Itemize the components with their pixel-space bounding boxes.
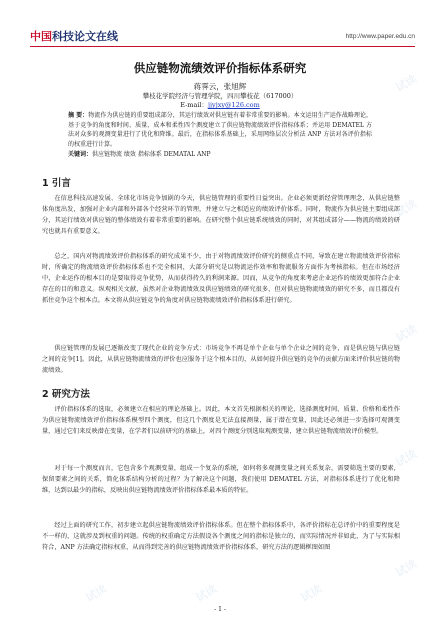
author-email-line [0, 100, 440, 109]
paper-title: 供应链物流绩效评价指标体系研究 [133, 61, 307, 75]
paragraph: 总之，国内对物流绩效评价指标体系的研究成果不少，由于对物流绩效评价研究的侧重点不同，导致在建立物流绩效评价指标时，所确定的物流绩效评价指标体系也不完全相同，大部分研究是以物流运作效率和物流服务方面作为考核指标。但在市场经济中，企业运作的根本目的是要取得竞争优势，从而获得持久的利润来源。因而，从竞争的角度来考虑企业运作的绩效更加符合企业存在的目的和意义。纵观相关文献，虽然对企业物流绩效及供应链绩效的研究很多，但对供应链物流绩效的研究不多，而且都没有抓住竞争这个根本点。本文将从供应链竞争的角度对供应链物流绩效评价指标体系进行研究。 [42, 253, 400, 304]
section-heading-methods: 2 研究方法 [42, 389, 90, 400]
page-number: - 1 - [214, 606, 226, 613]
site-logo[interactable] [30, 30, 118, 44]
section-heading-introduction: 1 引言 [42, 178, 71, 189]
abstract-label: 摘 要： [68, 112, 89, 119]
watermark: 试读 [393, 322, 420, 345]
abstract-text: 物流作为供应链的重要组成部分，其运行绩效对供应链有着非常重要的影响。本文运用生产运作战略理论，基于竞争的角度和时间、质量、成本和柔性四个测度建立了供应链物流绩效评价指标体系；并运用 DEMATEL 方法对众多的观测变量进行了优化和降维。最后，在指标体系基础上，采用网络层次分析法 ANP 方法对各评价指标的权重进行计算。 [68, 112, 372, 148]
watermark: 试读 [298, 582, 325, 605]
email-link[interactable]: jjyjxy@126.com [208, 101, 260, 109]
email-label: E-mail： [180, 101, 208, 109]
site-url[interactable]: http://www.paper.edu.cn [345, 33, 415, 40]
watermark: 试读 [393, 557, 420, 580]
author-affiliation: 攀枝花学院经济与管理学院，四川攀枝花（617000） [142, 92, 298, 100]
watermark: 试读 [83, 582, 110, 605]
paragraph: 供应链管理的发展已逐渐改变了现代企业的竞争方式：市场竞争不再是单个企业与单个企业之间的竞争，而是供应链与供应链之间的竞争[1]。因此，从供应链物流绩效的评价也应服务于这个根本目的，从如何提升供应链的竞争的贡献方面来评价供应链的物流绩效。 [42, 345, 400, 374]
watermark: 试读 [393, 447, 420, 470]
paragraph: 对于每一个测度而言，它包含多个观测变量，组成一个复杂的系统，如何将多观测变量之间关系复杂，需要筛选主要的要素，保留要素之间的关系，简化体系结构分析的过程？为了解决这个问题，我们使用 DEMATEL 方法，对指标体系进行了优化和降维，达到以最少的指标，反映出供应链物流绩效评价指标体系最本质的特征。 [42, 465, 400, 494]
watermark: 试读 [393, 197, 420, 220]
watermark: 试读 [393, 72, 420, 95]
logo-navy-text: 科技论文在线 [52, 30, 118, 43]
paper-authors: 蒋霁云，张旭辉 [193, 82, 247, 91]
keywords [68, 150, 372, 159]
watermark: 试读 [193, 582, 220, 605]
keywords-label: 关键词： [68, 151, 93, 158]
paragraph: 经过上面的研究工作，初步建立起供应链物流绩效评价指标体系。但在整个指标体系中，各评价指标在总评价中的重要程度是不一样的，这就涉及到权重的问题。传统的权重确定方法假设各个测度之间的指标是独立的，而实际情况并非如此，为了与实际相符合，ANP 方法确定指标权重，从而得到完善的供应链物流绩效评价指标体系，研究方法的逻辑框图如图 [42, 522, 400, 551]
page-header [30, 30, 415, 46]
paragraph: 在信息科技高速发展、全球化市场竞争加剧的今天，供应链管理的重要性日益突出。企业必须更新经营管理理念，从供应链整体角度出发，加强对企业内部和外部各个经营环节的管理，并建立与之相适应的绩效评价体系。同时，物流作为供应链主要组成部分，其运行绩效对供应链的整体绩效有着非常重要的影响。在研究整个供应链系统绩效的同时，对其组成部分——物流的绩效的研究也就具有重要意义。 [42, 195, 400, 235]
keywords-text: 供应链物流 绩效 指标体系 DEMATAL ANP [92, 151, 211, 158]
header-divider [30, 46, 415, 47]
abstract [68, 111, 372, 149]
logo-red-text: 中国 [30, 30, 52, 43]
paragraph: 评价指标体系的选取，必须建立在相应的理论基础上。因此，本文首先根据相关的理论，选择测度时间、质量、价格和柔性作为供应链物流绩效评价指标体系模型四个测度，但这几个测度是无法直接测量，属于潜在变量，因此还必须进一步选择可观测变量，通过它们来反映潜在变量，在学者们以前研究的基础上，对四个测度分别选取观测变量，建立供应链物流绩效评价模型。 [42, 406, 400, 435]
